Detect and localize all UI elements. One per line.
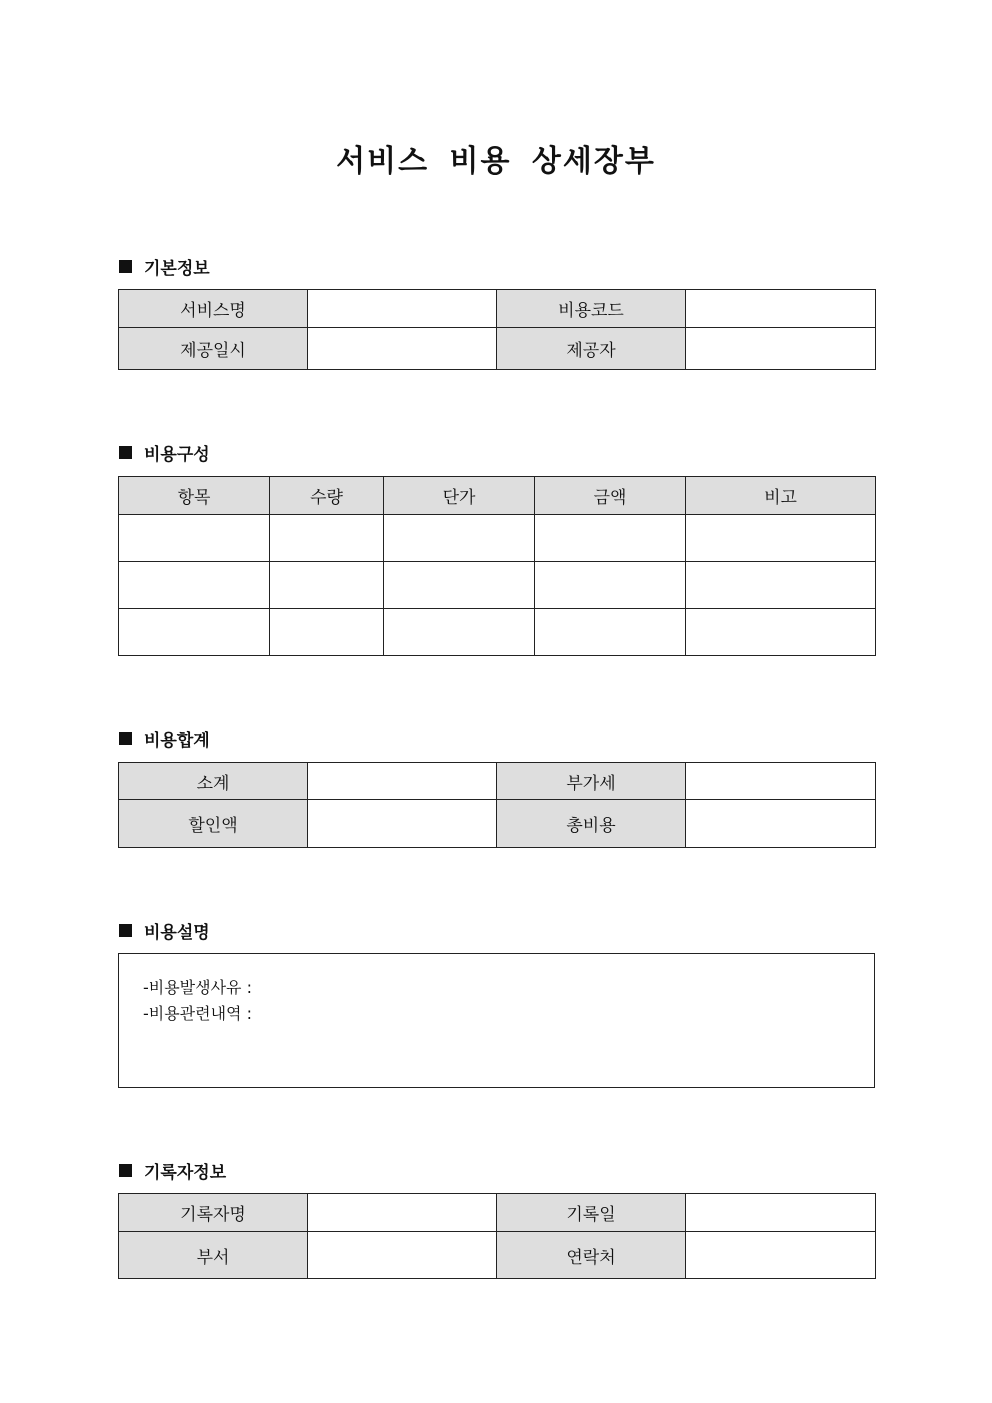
unit-price-cell[interactable] — [384, 562, 535, 609]
section-heading-recorder — [119, 1158, 226, 1183]
section-heading-label: 비용설명 — [144, 923, 210, 943]
quantity-cell[interactable] — [270, 515, 384, 562]
provided-datetime-label: 제공일시 — [119, 328, 308, 370]
service-name-label: 서비스명 — [119, 290, 308, 328]
item-cell[interactable] — [119, 562, 270, 609]
cost-details-line: -비용관련내역 : — [143, 1004, 252, 1023]
cost-code-label: 비용코드 — [497, 290, 686, 328]
cost-description-box[interactable] — [118, 953, 875, 1088]
amount-cell[interactable] — [535, 609, 686, 656]
square-bullet-icon — [119, 732, 132, 745]
table-row — [119, 1232, 876, 1279]
record-date-field[interactable] — [686, 1194, 876, 1232]
table-row — [119, 800, 876, 848]
table-row — [119, 515, 876, 562]
table-row — [119, 609, 876, 656]
remarks-cell[interactable] — [686, 562, 876, 609]
recorder-name-label: 기록자명 — [119, 1194, 308, 1232]
unit-price-cell[interactable] — [384, 609, 535, 656]
section-heading-label: 비용구성 — [144, 445, 210, 465]
cost-code-field[interactable] — [686, 290, 876, 328]
amount-cell[interactable] — [535, 562, 686, 609]
provided-datetime-field[interactable] — [308, 328, 497, 370]
record-date-label: 기록일 — [497, 1194, 686, 1232]
department-label: 부서 — [119, 1232, 308, 1279]
contact-field[interactable] — [686, 1232, 876, 1279]
recorder-info-table — [118, 1193, 876, 1279]
section-heading-basic — [119, 254, 210, 279]
column-header-remarks: 비고 — [686, 477, 876, 515]
department-field[interactable] — [308, 1232, 497, 1279]
quantity-cell[interactable] — [270, 562, 384, 609]
unit-price-cell[interactable] — [384, 515, 535, 562]
section-heading-total — [119, 726, 210, 751]
total-cost-field[interactable] — [686, 800, 876, 848]
section-heading-composition — [119, 440, 210, 465]
provider-field[interactable] — [686, 328, 876, 370]
square-bullet-icon — [119, 446, 132, 459]
basic-info-table — [118, 289, 876, 370]
table-header-row — [119, 477, 876, 515]
item-cell[interactable] — [119, 609, 270, 656]
quantity-cell[interactable] — [270, 609, 384, 656]
vat-label: 부가세 — [497, 763, 686, 800]
square-bullet-icon — [119, 260, 132, 273]
section-heading-description — [119, 918, 210, 943]
amount-cell[interactable] — [535, 515, 686, 562]
square-bullet-icon — [119, 1164, 132, 1177]
subtotal-field[interactable] — [308, 763, 497, 800]
table-row — [119, 562, 876, 609]
column-header-amount: 금액 — [535, 477, 686, 515]
contact-label: 연락처 — [497, 1232, 686, 1279]
column-header-item: 항목 — [119, 477, 270, 515]
cost-composition-table — [118, 476, 876, 656]
cost-reason-line: -비용발생사유 : — [143, 978, 252, 997]
remarks-cell[interactable] — [686, 515, 876, 562]
service-name-field[interactable] — [308, 290, 497, 328]
column-header-unit-price: 단가 — [384, 477, 535, 515]
remarks-cell[interactable] — [686, 609, 876, 656]
vat-field[interactable] — [686, 763, 876, 800]
column-header-quantity: 수량 — [270, 477, 384, 515]
table-row — [119, 1194, 876, 1232]
table-row — [119, 290, 876, 328]
discount-field[interactable] — [308, 800, 497, 848]
square-bullet-icon — [119, 924, 132, 937]
section-heading-label: 기본정보 — [144, 259, 210, 279]
subtotal-label: 소계 — [119, 763, 308, 800]
discount-label: 할인액 — [119, 800, 308, 848]
table-row — [119, 328, 876, 370]
total-cost-label: 총비용 — [497, 800, 686, 848]
provider-label: 제공자 — [497, 328, 686, 370]
recorder-name-field[interactable] — [308, 1194, 497, 1232]
document-title: 서비스 비용 상세장부 — [336, 144, 656, 179]
section-heading-label: 비용합계 — [144, 731, 210, 751]
item-cell[interactable] — [119, 515, 270, 562]
cost-total-table — [118, 762, 876, 848]
section-heading-label: 기록자정보 — [144, 1163, 227, 1183]
table-row — [119, 763, 876, 800]
